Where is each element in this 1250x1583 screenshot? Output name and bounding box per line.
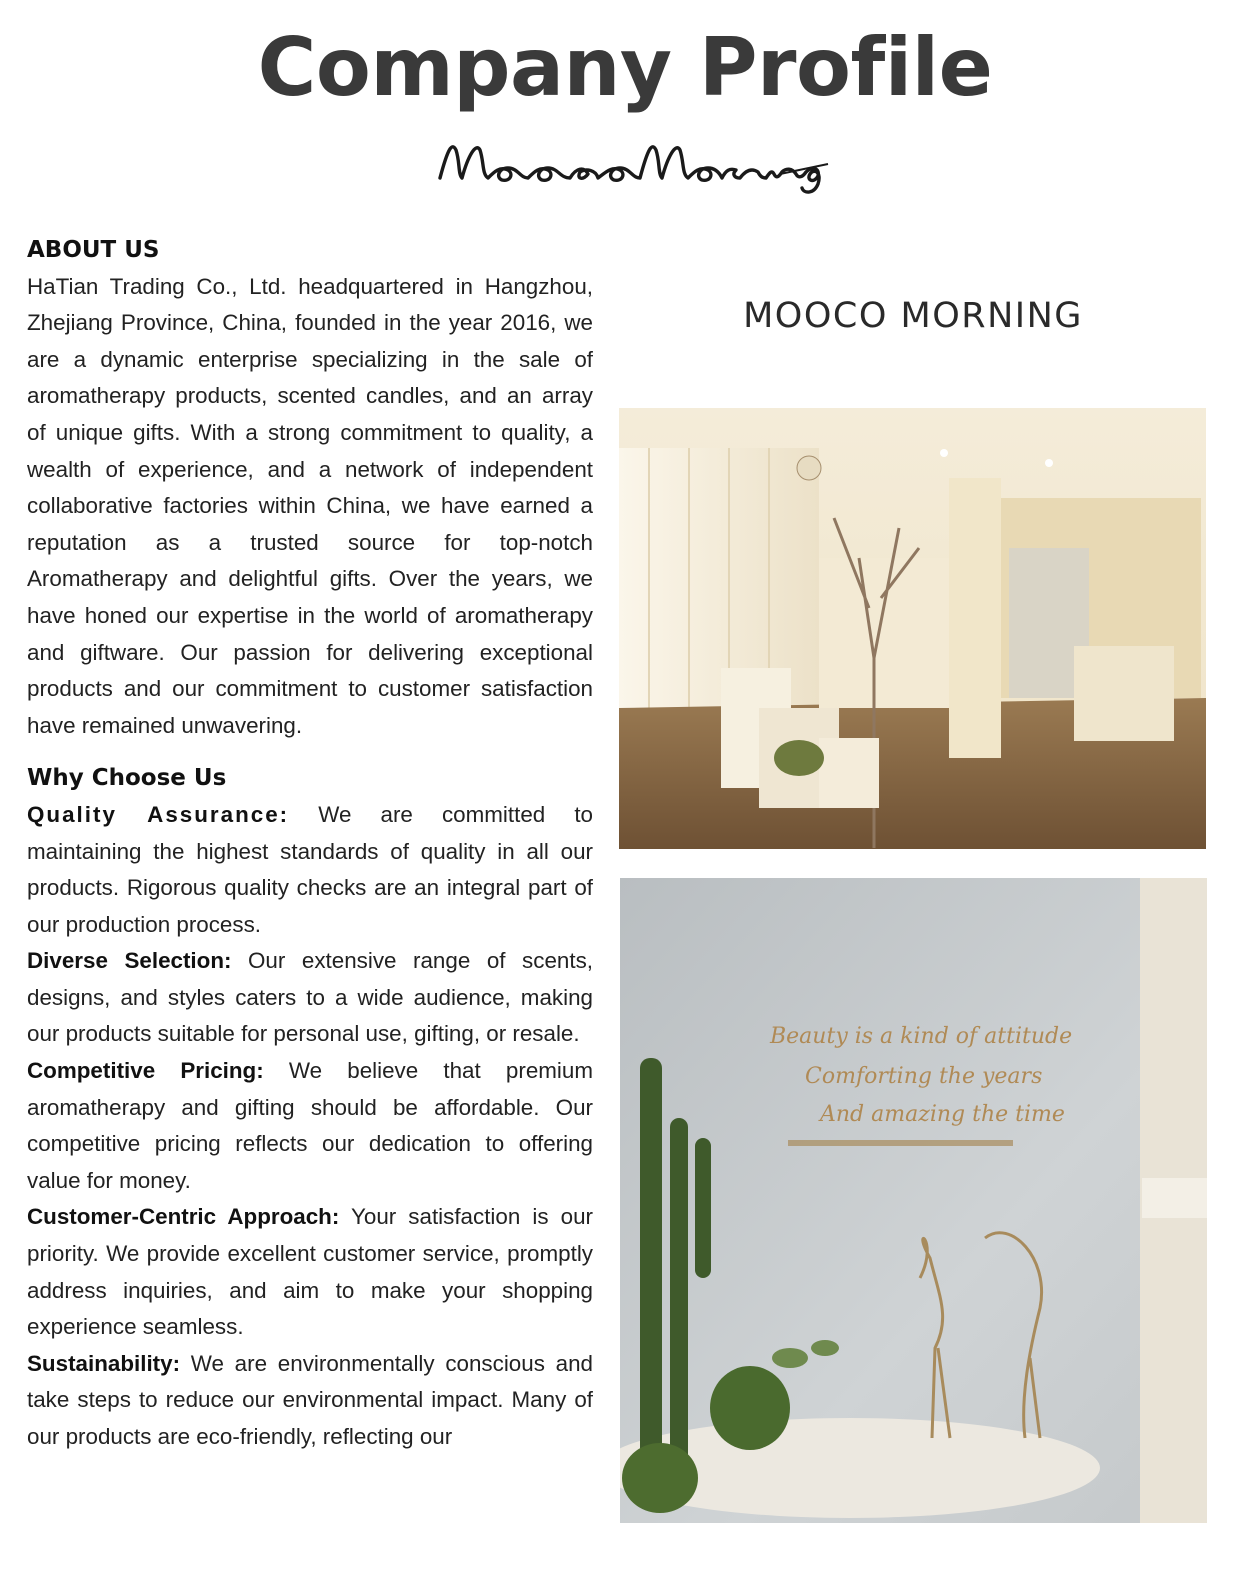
why-item-text: Our extensive range of scents, designs, and styles caters to a wide audience, making our products suitable for personal use, gifting, or resale. [27,948,593,1047]
text-column [27,232,593,1456]
why-item-pricing [27,1053,593,1199]
why-heading: Why Choose Us [27,765,227,792]
wall-sign-line3: And amazing the time [820,1102,1065,1127]
about-heading: ABOUT US [27,237,160,263]
brand-script-logo [420,128,830,198]
page-title: Company Profile [257,21,993,114]
why-item-text: We are committed to maintaining the highest standards of quality in all our products. Rigorous quality checks are an integral part of our production process. [27,801,593,937]
why-item-text: Your satisfaction is our priority. We provide excellent customer service, promptly address inquiries, and aim to make your shopping experience seamless. [27,1204,593,1340]
why-item-sustainability [27,1346,593,1456]
why-item-quality [27,797,593,943]
why-item-label: Quality Assurance: [27,801,290,827]
brand-name: MOOCO MORNING [743,296,1083,336]
why-item-label: Competitive Pricing: [27,1058,264,1084]
why-item-text: We are environmentally conscious and take steps to reduce our environmental impact. Many of our products are eco-friendly, reflecting our [27,1350,593,1449]
entrance-wall-photo [620,878,1207,1523]
wall-sign-line2: Comforting the years [805,1064,1043,1089]
why-item-selection [27,943,593,1053]
why-item-label: Diverse Selection: [27,948,232,974]
wall-sign-line1: Beauty is a kind of attitude [770,1024,1073,1049]
why-item-customer [27,1199,593,1345]
showroom-photo [619,408,1206,849]
about-body: HaTian Trading Co., Ltd. headquartered in Hangzhou, Zhejiang Province, China, founded in the year 2016, we are a dynamic enterprise specializing in the sale of aromatherapy products, scented candles, and an array of unique gifts. With a strong commitment to quality, a wealth of experience, and a network of independent collaborative factories within China, we have earned a reputation as a trusted source for top-notch Aromatherapy and delightful gifts. Over the years, we have honed our expertise in the world of aromatherapy and giftware. Our passion for delivering exceptional products and our commitment to customer satisfaction have remained unwavering. [27,273,593,738]
why-item-text: We believe that premium aromatherapy and gifting should be affordable. Our competitive pricing reflects our dedication to offering value for money. [27,1058,593,1193]
why-item-label: Customer-Centric Approach: [27,1204,340,1230]
why-item-label: Sustainability: [27,1350,181,1376]
